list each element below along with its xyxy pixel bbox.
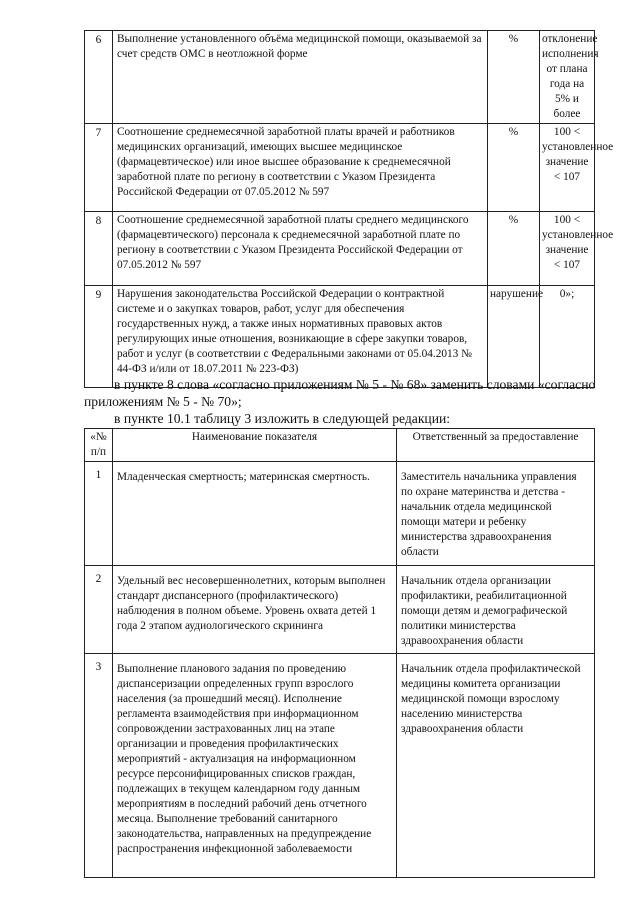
- indicator-text: Соотношение среднемесячной заработной платы среднего медицинского (фармацевтического) персонала к среднемесячной заработной плате по региону в соответствии с Указом Президента Российской Федерации от 07.05.2012 № 597: [113, 212, 488, 286]
- responsible-person: Начальник отдела организации профилактики, реабилитационной помощи детям и демографической политики министерства здравоохранения области: [397, 566, 595, 654]
- table-header-row: [85, 429, 595, 462]
- indicator-unit: %: [488, 31, 540, 124]
- row-number: 9: [85, 286, 113, 388]
- indicator-text: Выполнение установленного объёма медицинской помощи, оказываемой за счет средств ОМС в неотложной форме: [113, 31, 488, 124]
- indicator-unit: нарушение: [488, 286, 540, 388]
- row-number: 8: [85, 212, 113, 286]
- indicator-name: Удельный вес несовершеннолетних, которым выполнен стандарт диспансерного (профилактического) наблюдения в полном объеме. Уровень охвата детей 1 года 2 этапом аудиологического скрининга: [113, 566, 397, 654]
- indicator-value: 100 < установленное значение < 107: [540, 212, 595, 286]
- indicator-text: Нарушения законодательства Российской Федерации о контрактной системе и о закупках товаров, работ, услуг для обеспечения государственных нужд, а также иных нормативных правовых актов регулирующих иные отношения, возникающие в сфере закупки товаров, работ и услуг (в соответствии с Федеральными законами от 05.04.2013 № 44-ФЗ и/или от 18.07.2011 № 223-ФЗ): [113, 286, 488, 388]
- header-responsible: Ответственный за предоставление: [397, 429, 595, 462]
- indicators-table: [84, 30, 614, 388]
- table-row: [85, 31, 595, 124]
- table-row: [85, 462, 595, 566]
- indicator-value: отклонение исполнения от плана года на 5% и более: [540, 31, 595, 124]
- indicator-value: 0»;: [540, 286, 595, 388]
- table-row: [85, 124, 595, 212]
- row-number: 6: [85, 31, 113, 124]
- table-row: [85, 286, 595, 388]
- table-row: [85, 566, 595, 654]
- responsible-person: Заместитель начальника управления по охране материнства и детства - начальник отдела медицинской помощи матери и ребенку министерства здравоохранения области: [397, 462, 595, 566]
- row-number: 2: [85, 566, 113, 654]
- amendment-paragraph-8: в пункте 8 слова «согласно приложениям № 5 - № 68» заменить словами «согласно приложениям № 5 - № 70»;: [84, 377, 596, 409]
- row-number: 7: [85, 124, 113, 212]
- indicator-text: Соотношение среднемесячной заработной платы врачей и работников медицинских организаций, имеющих высшее медицинское (фармацевтическое) или иное высшее образование к среднемесячной заработной плате по региону в соответствии с Указом Президента Российской Федерации от 07.05.2012 № 597: [113, 124, 488, 212]
- responsibility-table: [84, 428, 595, 878]
- indicator-name: Выполнение планового задания по проведению диспансеризации определенных групп взрослого населения (за прошедший месяц). Исполнение регламента взаимодействия при информационном сопровождении застрахованных лиц на этапе организации и проведения профилактических мероприятий - актуализация на информационном ресурсе персонифицированных списков граждан, подлежащих в текущем календарном году данным мероприятиям в последний рабочий день отчетного месяца. Выполнение требований санитарного законодательства, направленных на предупреждение распространения инфекционной заболеваемости: [113, 654, 397, 878]
- header-indicator-name: Наименование показателя: [113, 429, 397, 462]
- responsible-person: Начальник отдела профилактической медицины комитета организации медицинской помощи взрослому населению министерства здравоохранения области: [397, 654, 595, 878]
- row-number: 3: [85, 654, 113, 878]
- indicator-name: Младенческая смертность; материнская смертность.: [113, 462, 397, 566]
- indicator-value: 100 < установленное значение < 107: [540, 124, 595, 212]
- amendment-paragraph-10-1: в пункте 10.1 таблицу 3 изложить в следующей редакции:: [114, 411, 451, 426]
- header-number: «№ п/п: [85, 429, 113, 462]
- table-row: [85, 212, 595, 286]
- indicator-unit: %: [488, 124, 540, 212]
- row-number: 1: [85, 462, 113, 566]
- indicator-unit: %: [488, 212, 540, 286]
- table-row: [85, 654, 595, 878]
